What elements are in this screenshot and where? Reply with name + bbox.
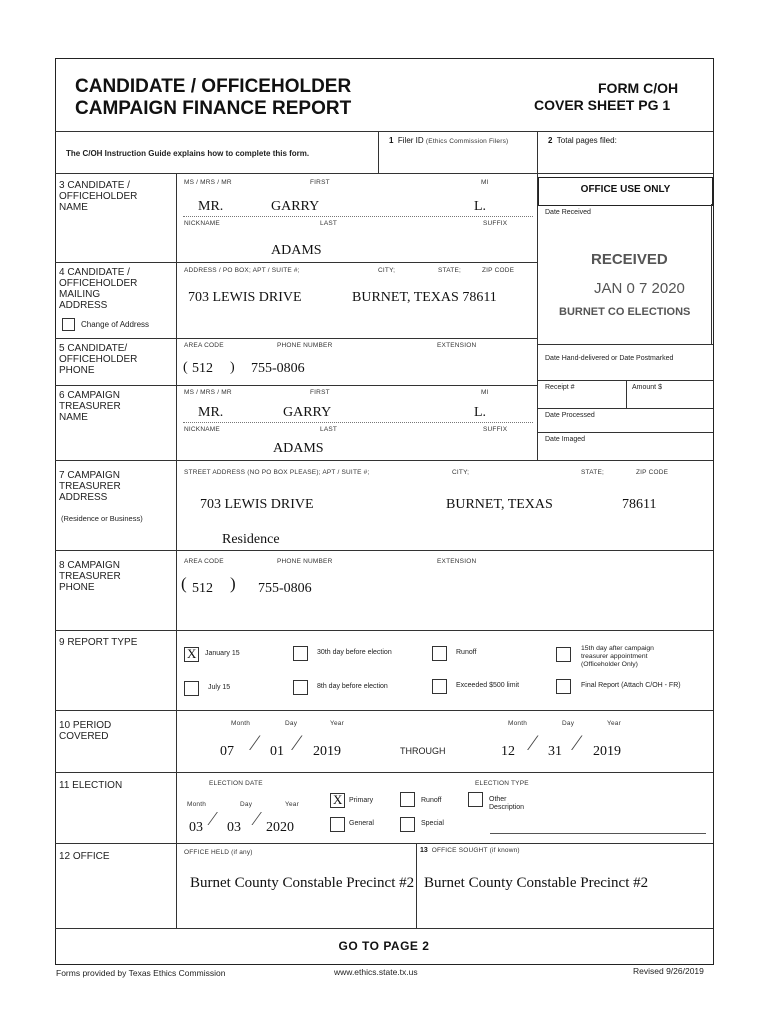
through-label: THROUGH — [400, 746, 446, 756]
section-7-label: 7 CAMPAIGN TREASURER ADDRESS — [59, 470, 121, 503]
election-month[interactable]: 03 — [189, 820, 203, 835]
candidate-city-state-zip[interactable]: BURNET, TEXAS 78611 — [352, 290, 497, 305]
date-imaged-label: Date Imaged — [545, 436, 586, 443]
office-use-title: OFFICE USE ONLY — [580, 184, 671, 195]
office-held[interactable]: Burnet County Constable Precinct #2 — [190, 875, 415, 891]
change-of-address-checkbox[interactable] — [62, 318, 75, 331]
cover-sheet-label: COVER SHEET PG 1 — [534, 97, 671, 113]
treasurer-city-state[interactable]: BURNET, TEXAS — [446, 497, 553, 512]
section-5-label: 5 CANDIDATE/ OFFICEHOLDER PHONE — [59, 343, 138, 376]
exceeded-checkbox[interactable] — [432, 679, 447, 694]
section-4-label: 4 CANDIDATE / OFFICEHOLDER MAILING ADDRESS — [59, 267, 138, 311]
date-processed-label: Date Processed — [545, 412, 595, 419]
candidate-area-code[interactable]: 512 — [192, 361, 213, 376]
stamp-date: JAN 0 7 2020 — [594, 280, 685, 297]
date-received-label: Date Received — [545, 209, 591, 216]
treasurer-prefix[interactable]: MR. — [198, 405, 224, 420]
candidate-last-name[interactable]: ADAMS — [271, 243, 322, 258]
treasurer-area-code[interactable]: 512 — [192, 581, 213, 596]
jan15-checkmark: X — [187, 646, 197, 661]
jul15-checkbox[interactable] — [184, 681, 199, 696]
runoff-checkbox[interactable] — [432, 646, 447, 661]
day30-checkbox[interactable] — [293, 646, 308, 661]
period-from-day[interactable]: 01 — [270, 744, 284, 759]
other-checkbox[interactable] — [468, 792, 483, 807]
jan15-label: January 15 — [205, 650, 240, 657]
election-runoff-checkbox[interactable] — [400, 792, 415, 807]
form-title: CANDIDATE / OFFICEHOLDER CAMPAIGN FINANCE REPORT — [75, 76, 352, 119]
treasurer-last-name[interactable]: ADAMS — [273, 441, 324, 456]
election-day[interactable]: 03 — [227, 820, 241, 835]
filer-id-label: 1 Filer ID (Ethics Commission Filers) — [389, 136, 509, 145]
election-year[interactable]: 2020 — [266, 820, 294, 835]
receipt-label: Receipt # — [545, 384, 575, 391]
day8-checkbox[interactable] — [293, 680, 308, 695]
footer-left: Forms provided by Texas Ethics Commission — [56, 968, 226, 978]
go-to-page-2[interactable]: GO TO PAGE 2 — [338, 939, 430, 953]
candidate-phone[interactable]: 755-0806 — [251, 361, 305, 376]
amount-label: Amount $ — [632, 384, 662, 391]
period-from-month[interactable]: 07 — [220, 744, 234, 759]
period-to-year[interactable]: 2019 — [593, 744, 621, 759]
candidate-first-name[interactable]: GARRY — [271, 199, 320, 214]
section-6-label: 6 CAMPAIGN TREASURER NAME — [59, 390, 121, 423]
footer-revised: Revised 9/26/2019 — [633, 966, 704, 976]
primary-checkmark: X — [333, 792, 343, 807]
period-to-month[interactable]: 12 — [501, 744, 515, 759]
total-pages-label: 2 Total pages filed: — [548, 136, 617, 145]
treasurer-first-name[interactable]: GARRY — [283, 405, 332, 420]
period-to-day[interactable]: 31 — [548, 744, 562, 759]
treasurer-zip[interactable]: 78611 — [622, 497, 657, 512]
form-id: FORM C/OH — [598, 80, 679, 96]
treasurer-mi[interactable]: L. — [474, 405, 487, 420]
period-from-year[interactable]: 2019 — [313, 744, 341, 759]
candidate-prefix[interactable]: MR. — [198, 199, 224, 214]
section-9-label: 9 REPORT TYPE — [59, 637, 138, 648]
treasurer-address-type[interactable]: Residence — [222, 532, 280, 547]
candidate-mi[interactable]: L. — [474, 199, 487, 214]
section-10-label: 10 PERIOD COVERED — [59, 720, 112, 742]
special-checkbox[interactable] — [400, 817, 415, 832]
day15-checkbox[interactable] — [556, 647, 571, 662]
candidate-address[interactable]: 703 LEWIS DRIVE — [188, 290, 302, 305]
office-sought[interactable]: Burnet County Constable Precinct #2 — [424, 875, 649, 891]
final-report-checkbox[interactable] — [556, 679, 571, 694]
section-8-label: 8 CAMPAIGN TREASURER PHONE — [59, 560, 121, 593]
instruction-text: The C/OH Instruction Guide explains how to complete this form. — [66, 149, 310, 158]
treasurer-street[interactable]: 703 LEWIS DRIVE — [200, 497, 314, 512]
date-hand-delivered-label: Date Hand-delivered or Date Postmarked — [545, 355, 674, 362]
section-12-label: 12 OFFICE — [59, 851, 110, 862]
stamp-received: RECEIVED — [591, 251, 668, 268]
footer-url[interactable]: www.ethics.state.tx.us — [334, 967, 418, 977]
general-checkbox[interactable] — [330, 817, 345, 832]
section-3-label: 3 CANDIDATE / OFFICEHOLDER NAME — [59, 180, 138, 213]
section-11-label: 11 ELECTION — [59, 780, 123, 791]
treasurer-phone[interactable]: 755-0806 — [258, 581, 312, 596]
stamp-office: BURNET CO ELECTIONS — [559, 306, 691, 318]
change-of-address-label: Change of Address — [81, 320, 150, 329]
